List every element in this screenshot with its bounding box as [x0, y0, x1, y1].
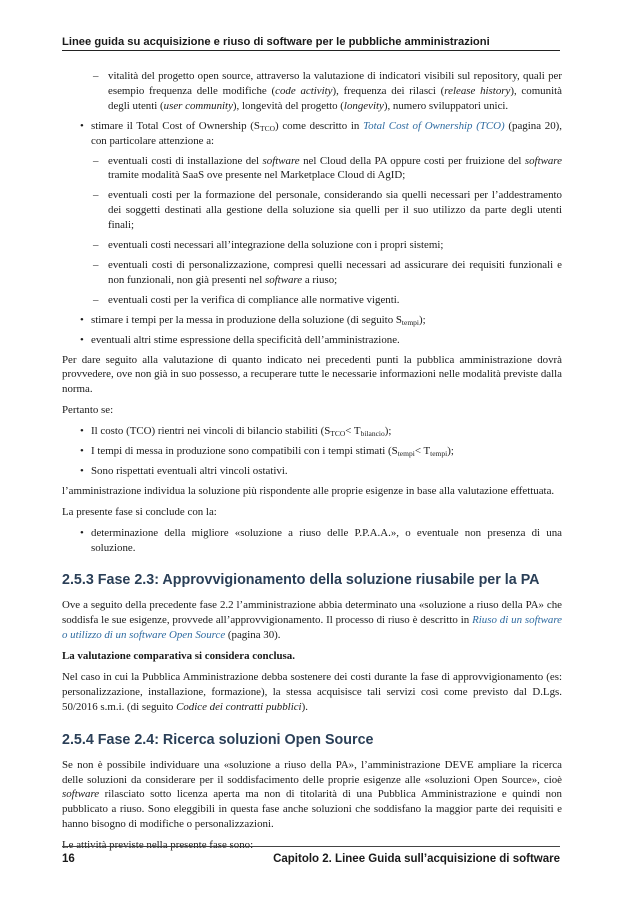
- bullet-tco: • stimare il Total Cost of Ownership $(S_{TCO})$ come descritto in Total Cost of Ownership (TCO) (pagina 20), con particolare attenzione a:: [76, 119, 562, 149]
- page-number: 16: [62, 853, 75, 865]
- paragraph-costi-approvvigionamento: Nel caso in cui la Pubblica Amministrazione debba sostenere dei costi durante la fase di approvvigionamento (es: personalizzazione, installazione, formazione), la stessa acquisisce tali servizi così come previsto dal D.Lgs. 50/2016 s.m.i. (di seguito Codice dei contratti pubblici).: [62, 671, 562, 713]
- link-riuso-software[interactable]: Riuso di un software o utilizzo di un software Open Source: [62, 614, 563, 642]
- paragraph-seguito: Per dare seguito alla valutazione di quanto indicato nei precedenti punti la pubblica amministrazione dovrà provvedere, ove non già in suo possesso, a recuperare tutte le necessarie informazioni nelle modalità previste dalla norma.: [62, 353, 562, 396]
- bullet-condizione-tempi: • I tempi di messa in produzione sono compatibili con i tempi stimati $(S_{tempi}< T_{tempi})$;: [76, 444, 562, 459]
- link-tco[interactable]: Total Cost of Ownership (TCO): [363, 119, 505, 132]
- paragraph-pertanto: Pertanto se:: [62, 404, 114, 417]
- paragraph-approvvigionamento: Ove a seguito della precedente fase 2.2 l’amministrazione abbia determinato una «soluzione a riuso della PA» che soddisfa le sue esigenze, provvede all’approvvigionamento. Il processo di riuso è descritto in Riuso di un software o utilizzo di un software Open Source (pagina 30).: [62, 599, 563, 642]
- dash-item-vitalita: – vitalità del progetto open source, attraverso la valutazione di indicatori visibili sul repository, quali per esempio frequenza delle modifiche (code activity), frequenza dei rilasci (release history), comunità degli utenti (user community), longevità del progetto (longevity), numero sviluppatori unici.: [93, 70, 562, 112]
- page-content: [62, 69, 563, 859]
- dash-item-compliance: – eventuali costi per la verifica di compliance alle normative vigenti.: [93, 293, 400, 306]
- section-heading-2-5-3: 2.5.3 Fase 2.3: Approvvigionamento della soluzione riusabile per la PA: [62, 572, 540, 589]
- bullet-determinazione: • determinazione della migliore «soluzione a riuso delle P.P.A.A.», o eventuale non presenza di una soluzione.: [76, 526, 562, 556]
- dash-marker: –: [93, 258, 99, 271]
- running-header: Linee guida su acquisizione e riuso di software per le pubbliche amministrazioni: [62, 36, 560, 51]
- dash-item-installazione: – eventuali costi di installazione del software nel Cloud della PA oppure costi per fruizione del software tramite modalità SaaS ove presente nel Marketplace Cloud di AgID;: [93, 154, 562, 182]
- dash-marker: –: [93, 70, 99, 82]
- bullet-tempi: • stimare i tempi per la messa in produzione della soluzione (di seguito $S_{tempi}$);: [76, 313, 562, 328]
- bullet-condizione-costo: • Il costo (TCO) rientri nei vincoli di bilancio stabiliti $(S_{TCO}< T_{bilancio})$;: [76, 424, 562, 439]
- bullet-condizione-vincoli: • Sono rispettati eventuali altri vincoli ostativi.: [76, 464, 562, 479]
- bullet-altri: • eventuali altri stime espressione della specificità dell’amministrazione.: [76, 333, 562, 348]
- paragraph-conclude: La presente fase si conclude con la:: [62, 505, 217, 518]
- dash-item-integrazione: – eventuali costi necessari all’integrazione della soluzione con i propri sistemi;: [93, 239, 444, 252]
- dash-marker: –: [93, 239, 99, 252]
- paragraph-valutazione-conclusa: La valutazione comparativa si considera conclusa.: [62, 650, 295, 663]
- page-footer: [62, 846, 560, 865]
- paragraph-attivita-previste: Le attività previste nella presente fase sono:: [62, 839, 254, 852]
- chapter-title: Capitolo 2. Linee Guida sull’acquisizione di software: [273, 853, 560, 865]
- dash-item-personalizzazione: – eventuali costi di personalizzazione, compresi quelli necessari ad assicurare dei requisiti funzionali e non funzionali, non già presenti nel software a riuso;: [93, 258, 562, 286]
- dash-marker: –: [93, 293, 99, 306]
- dash-item-formazione: – eventuali costi per la formazione del personale, considerando sia quelli necessari per l’addestramento dei soggetti destinati alla gestione della soluzione sia quelli per il suo utilizzo da parte degli utenti finali;: [93, 189, 562, 232]
- paragraph-ricerca-open-source: Se non è possibile individuare una «soluzione a riuso della PA», l’amministrazione DEVE ampliare la ricerca delle soluzioni da considerare per il soddisfacimento delle proprie esigenze alle «soluzioni Open Source», cioè software rilasciato sotto licenza aperta ma non di titolarità di una Pubblica Amministrazione e quindi non pubblicato a riuso. Sono eleggibili in questa fase anche soluzioni che soddisfano la maggior parte dei requisiti e hanno bisogno di modifiche o personalizzazioni.: [62, 758, 562, 831]
- dash-marker: –: [93, 154, 99, 167]
- section-heading-2-5-4: 2.5.4 Fase 2.4: Ricerca soluzioni Open Source: [62, 731, 374, 748]
- paragraph-individua: l’amministrazione individua la soluzione più rispondente alle proprie esigenze in base alla valutazione effettuata.: [62, 484, 555, 497]
- dash-marker: –: [93, 189, 99, 202]
